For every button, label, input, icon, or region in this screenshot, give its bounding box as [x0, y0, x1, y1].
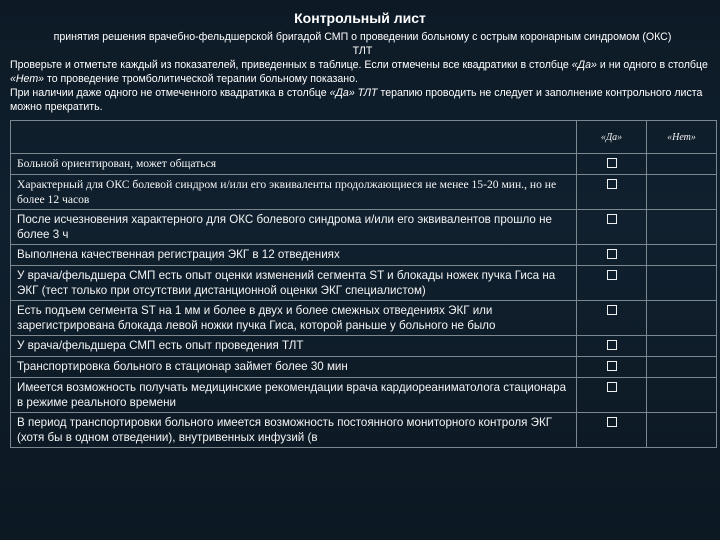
subtitle-line-1: принятия решения врачебно-фельдшерской бригадой СМП о проведении больному с острым коронарным синдромом (ОКС) [53, 31, 672, 43]
no-cell [647, 413, 717, 448]
criterion-text: Выполнена качественная регистрация ЭКГ в 12 отведениях [11, 245, 577, 266]
instructions-text: то проведение тромболитической терапии больному показано. [44, 73, 358, 85]
table-row [11, 378, 717, 413]
yes-checkbox[interactable] [607, 417, 617, 427]
table-row [11, 336, 717, 357]
table-row [11, 210, 717, 245]
table-row [11, 245, 717, 266]
table-row [11, 357, 717, 378]
table-row [11, 266, 717, 301]
criterion-header [11, 121, 577, 154]
no-header: «Нет» [647, 121, 717, 154]
criterion-text: В период транспортировки больного имеется возможность постоянного мониторного контроля ЭКГ (хотя бы в одном отведении), внутривенных инфузий (в [11, 413, 577, 448]
no-cell [647, 336, 717, 357]
no-cell [647, 301, 717, 336]
yes-tlt-word: «Да» ТЛТ [329, 87, 378, 99]
no-cell [647, 378, 717, 413]
intro-block [10, 30, 715, 114]
table-header-row [11, 121, 717, 154]
yes-checkbox[interactable] [607, 214, 617, 224]
yes-checkbox[interactable] [607, 158, 617, 168]
yes-checkbox[interactable] [607, 340, 617, 350]
yes-cell [577, 175, 647, 210]
table-row [11, 154, 717, 175]
criterion-text: Характерный для ОКС болевой синдром и/или его эквиваленты продолжающиеся не менее 15-20 мин., но не более 12 часов [11, 175, 577, 210]
no-cell [647, 266, 717, 301]
checklist-table [10, 120, 717, 448]
criterion-text: Есть подъем сегмента ST на 1 мм и более в двух и более смежных отведениях ЭКГ или зарегистрирована блокада левой ножки пучка Гиса, которой раньше у больного не было [11, 301, 577, 336]
criterion-text: У врача/фельдшера СМП есть опыт оценки изменений сегмента ST и блокады ножек пучка Гиса на ЭКГ (тест только при отсутствии дистанционной оценки ЭКГ специалистом) [11, 266, 577, 301]
page-title: Контрольный лист [294, 10, 426, 26]
instructions-text: и ни одного в столбце [596, 59, 708, 71]
instructions-paragraph-2 [10, 86, 715, 114]
yes-cell [577, 210, 647, 245]
criterion-text: После исчезновения характерного для ОКС болевого синдрома и/или его эквивалентов прошло не более 3 ч [11, 210, 577, 245]
instructions-text: терапию проводить не следует и заполнение контрольного листа можно прекратить. [10, 87, 703, 113]
yes-cell [577, 357, 647, 378]
table-row [11, 301, 717, 336]
yes-checkbox[interactable] [607, 179, 617, 189]
yes-checkbox[interactable] [607, 249, 617, 259]
no-cell [647, 210, 717, 245]
instructions-text: Проверьте и отметьте каждый из показателей, приведенных в таблице. Если отмечены все квадратики в столбце [10, 59, 572, 71]
no-cell [647, 154, 717, 175]
yes-checkbox[interactable] [607, 361, 617, 371]
table-row [11, 175, 717, 210]
no-cell [647, 357, 717, 378]
yes-checkbox[interactable] [607, 382, 617, 392]
criterion-text: Имеется возможность получать медицинские рекомендации врача кардиореаниматолога стационара в режиме реального времени [11, 378, 577, 413]
yes-header: «Да» [577, 121, 647, 154]
no-cell [647, 175, 717, 210]
yes-cell [577, 413, 647, 448]
yes-cell [577, 154, 647, 175]
yes-cell [577, 266, 647, 301]
criterion-text: Транспортировка больного в стационар займет более 30 мин [11, 357, 577, 378]
yes-cell [577, 378, 647, 413]
yes-checkbox[interactable] [607, 270, 617, 280]
criterion-text: У врача/фельдшера СМП есть опыт проведения ТЛТ [11, 336, 577, 357]
yes-checkbox[interactable] [607, 305, 617, 315]
table-row [11, 413, 717, 448]
criterion-text: Больной ориентирован, может общаться [11, 154, 577, 175]
no-cell [647, 245, 717, 266]
no-word: «Нет» [10, 73, 45, 85]
subtitle-line-2: ТЛТ [352, 45, 373, 57]
yes-cell [577, 245, 647, 266]
instructions-paragraph-1 [10, 58, 715, 86]
instructions-text: При наличии даже одного не отмеченного квадратика в столбце [10, 87, 330, 99]
yes-cell [577, 336, 647, 357]
yes-word: «Да» [571, 59, 597, 71]
yes-cell [577, 301, 647, 336]
